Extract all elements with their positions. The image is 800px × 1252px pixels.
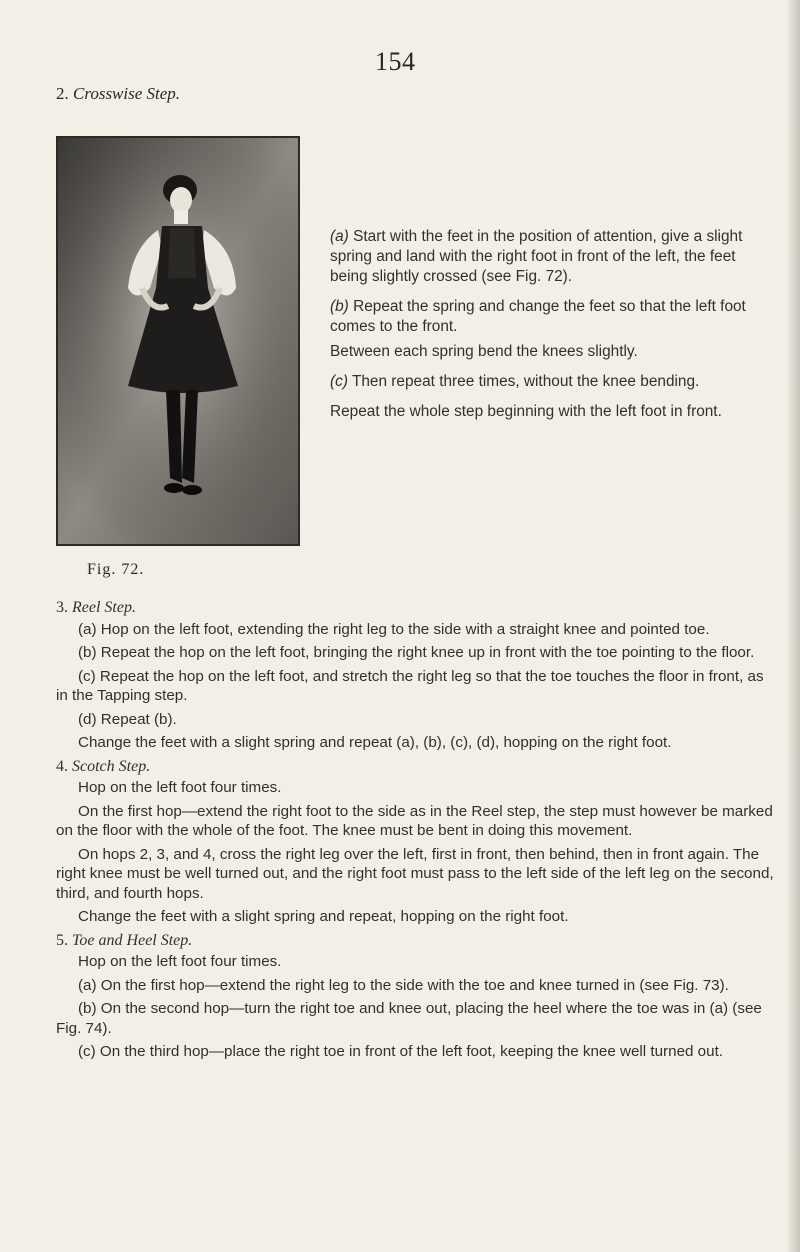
step-c-text: Then repeat three times, without the knee bending. [351, 373, 700, 390]
step-b-text: Repeat the spring and change the feet so that the left foot comes to the front. [330, 298, 746, 335]
scotch-step-p4: Change the feet with a slight spring and repeat, hopping on the right foot. [78, 908, 569, 925]
toe-heel-p1: Hop on the left foot four times. [78, 953, 282, 970]
page-number: 154 [375, 47, 416, 76]
step-c-paragraph [330, 372, 770, 392]
repeat-note: Repeat the whole step beginning with the left foot in front. [330, 403, 722, 420]
section-5-heading [56, 931, 774, 951]
toe-heel-a: (a) On the first hop—extend the right leg to the side with the toe and knee turned in (see Fig. 73). [78, 976, 729, 994]
scotch-step-p2: On the first hop—extend the right foot to the side as in the Reel step, the step must however be marked on the floor with the whole of the foot. The knee must be bent in doing this movement. [56, 802, 773, 839]
step-a-paragraph [330, 227, 770, 287]
reel-step-change: Change the feet with a slight spring and repeat (a), (b), (c), (d), hopping on the right foot. [78, 734, 672, 751]
toe-heel-c: (c) On the third hop—place the right toe in front of the left foot, keeping the knee well turned out. [78, 1043, 724, 1060]
section-2-title: Crosswise Step. [73, 84, 181, 103]
step-b-paragraph [330, 297, 770, 337]
main-text-body [56, 596, 774, 1066]
step-c-label: (c) [330, 373, 348, 390]
reel-step-b: (b) Repeat the hop on the left foot, bringing the right knee up in front with the toe pointing to the floor. [78, 644, 755, 661]
section-4-number: 4. [56, 757, 68, 775]
section-5-title: Toe and Heel Step. [72, 931, 193, 949]
dancer-photo [58, 138, 298, 544]
section-4-title: Scotch Step. [72, 757, 151, 775]
section-5-number: 5. [56, 931, 68, 949]
scotch-step-p1: Hop on the left foot four times. [78, 779, 282, 796]
step-b-label: (b) [330, 298, 349, 315]
reel-step-a: (a) Hop on the left foot, extending the right leg to the side with a straight knee and pointed toe. [78, 620, 710, 638]
step-a-text: Start with the feet in the position of attention, give a slight spring and land with the right foot in front of the left, the feet being slightly crossed (see Fig. 72). [330, 228, 743, 285]
section-3-heading [56, 598, 774, 618]
section-2-heading [56, 84, 180, 104]
section-3-number: 3. [56, 599, 68, 616]
toe-heel-b: (b) On the second hop—turn the right toe and knee out, placing the heel where the toe was in (a) (see Fig. 74). [56, 1000, 762, 1037]
step-a-label: (a) [330, 228, 349, 245]
reel-step-d: (d) Repeat (b). [78, 710, 177, 728]
reel-step-c: (c) Repeat the hop on the left foot, and stretch the right leg so that the toe touches the floor in front, as in the Tapping step. [56, 667, 764, 704]
section-4-heading [56, 757, 774, 777]
scotch-step-p3: On hops 2, 3, and 4, cross the right leg over the left, first in front, then behind, then in front again. The right knee must be well turned out, and the right foot must pass to the left side of the left leg on the second, third, and fourth hops. [56, 845, 774, 902]
page-edge-shadow [786, 0, 800, 1252]
crosswise-step-instructions [330, 227, 770, 432]
section-3-title: Reel Step. [72, 599, 136, 616]
figure-caption: Fig. 72. [87, 561, 145, 578]
section-2-number: 2. [56, 84, 69, 103]
figure-photo-frame [56, 136, 300, 546]
step-b-note: Between each spring bend the knees slightly. [330, 343, 638, 360]
